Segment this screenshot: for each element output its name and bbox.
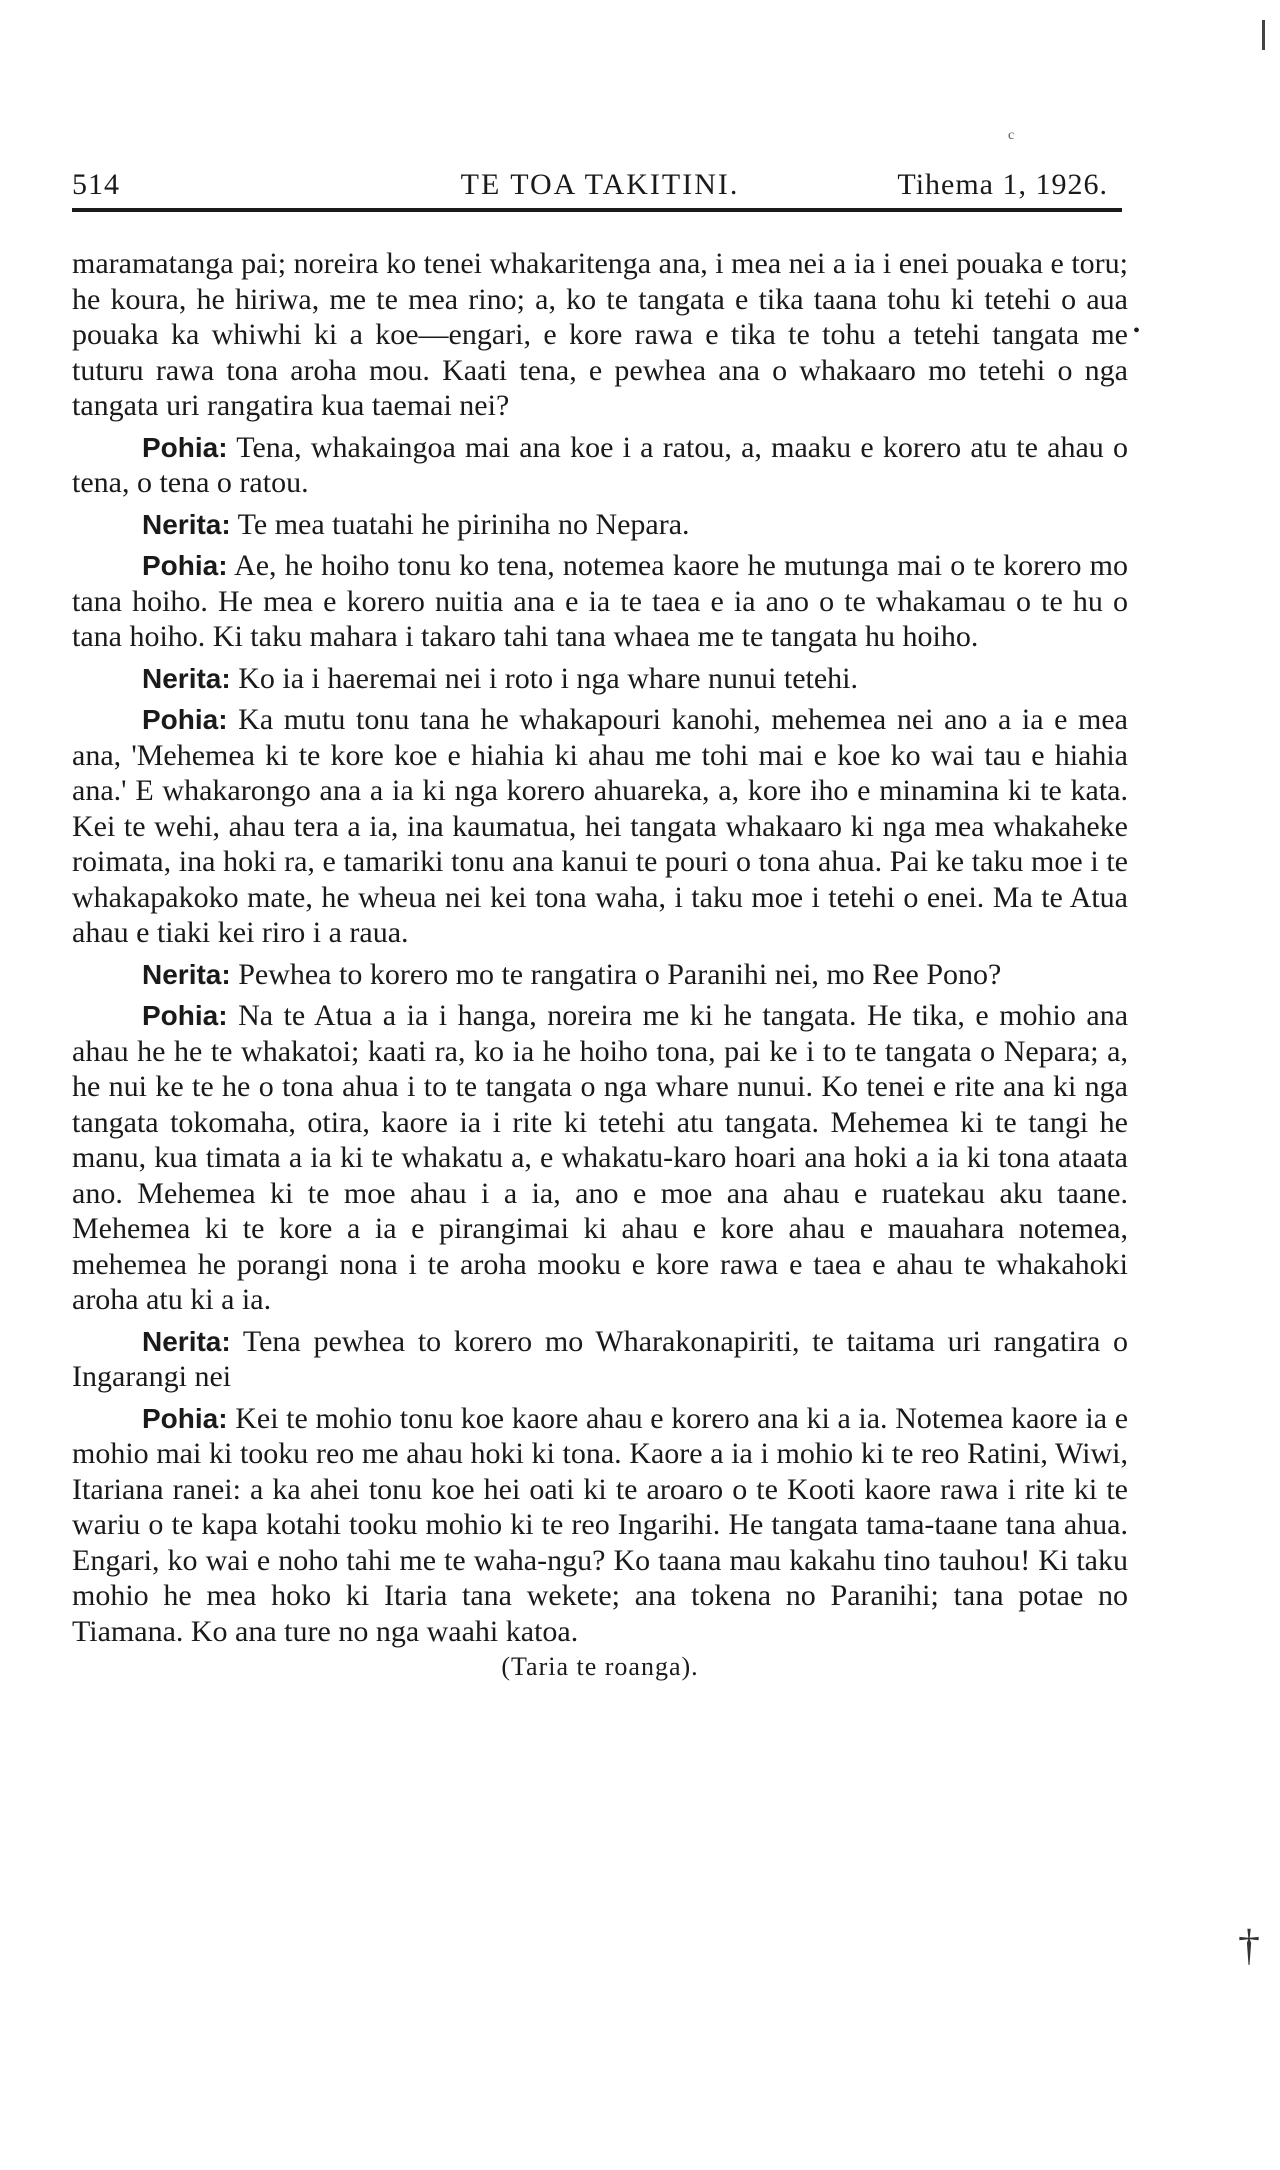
- paragraph-intro: [72, 246, 1128, 424]
- header-rule: [72, 208, 1122, 212]
- dialogue-paragraph: [72, 548, 1128, 655]
- dialogue-paragraph: [72, 1401, 1128, 1650]
- margin-pencil-mark: †: [1238, 1921, 1260, 1970]
- speaker-name: Pohia:: [142, 1402, 228, 1434]
- speaker-name: Nerita:: [142, 958, 231, 990]
- scan-speck: c: [1008, 128, 1015, 143]
- paragraph-text: Pewhea to korero mo te rangatira o Paranihi nei, mo Ree Pono?: [238, 957, 1002, 991]
- issue-date: Tihema 1, 1926.: [897, 168, 1108, 201]
- speaker-name: Nerita:: [142, 662, 231, 694]
- paragraph-text: Ae, he hoiho tonu ko tena, notemea kaore he mutunga mai o te korero mo tana hoiho. He mea e korero nuitia ana e ia te taea e ia ano o te whakamau o te hu o tana hoiho. Ki taku mahara i takaro tahi tana whaea me te tangata hu hoiho.: [72, 549, 1128, 653]
- paragraph-text: Ka mutu tonu tana he whakapouri kanohi, mehemea nei ano a ia e mea ana, 'Mehemea ki te kore koe e hiahia ki ahau me tohi mai e koe ko wai tau e hiahia ana.' E whakarongo ana a ia ki nga korero ahuareka, a, kore iho e minamina ki te kata. Kei te wehi, ahau tera a ia, ina kaumatua, hei tangata whakaaro ki nga mea whakaheke roimata, ina hoki ra, e tamariki tonu ana kanui te pouri o tona ahua. Pai ke taku moe i te whakapakoko mate, he wheua nei kei tona waha, i taku moe i tetehi o enei. Ma te Atua ahau e tiaki kei riro i a raua.: [72, 703, 1128, 949]
- paragraph-text: Tena, whakaingoa mai ana koe i a ratou, a, maaku e korero atu te ahau o tena, o tena o ratou.: [72, 430, 1128, 499]
- paragraph-text: Tena pewhea to korero mo Wharakonapiriti, te taitama uri rangatira o Ingarangi nei: [72, 1324, 1128, 1393]
- page-header: [72, 168, 1128, 208]
- dialogue-paragraph: [72, 507, 1128, 543]
- publication-title: TE TOA TAKITINI.: [460, 168, 740, 201]
- speaker-name: Nerita:: [142, 1325, 231, 1357]
- paragraph-text: Te mea tuatahi he piriniha no Nepara.: [237, 507, 690, 541]
- margin-dot: •: [1133, 320, 1141, 342]
- article-body: [72, 246, 1128, 1685]
- paragraph-text: Na te Atua a ia i hanga, noreira me ki he tangata. He tika, e mohio ana ahau he he te whakatoi; kaati ra, ko ia he hoiho tona, pai ke i to te tangata o Nepara; a, he nui ke te he o tona ahua i to te tangata o nga whare nunui. Ko tenei e rite ana ki nga tangata tokomaha, otira, kaore ia i rite ki tetehi atu tangata. Mehemea ki te tangi he manu, kua timata a ia ki te whakatu a, e whakatu-karo hoari ana hoki a ia ki tona ataata ano. Mehemea ki te moe ahau i a ia, ano e moe ana ahau e ruatekau aku taane. Mehemea ki te kore a ia e pirangimai ki ahau e kore ahau e mauahara notemea, mehemea he porangi nona i te aroha mooku e kore rawa e taea e ahau te whakahoki aroha atu ki a ia.: [72, 999, 1129, 1316]
- page-number: 514: [72, 168, 120, 201]
- dialogue-paragraph: [72, 661, 1128, 697]
- speaker-name: Pohia:: [142, 550, 228, 581]
- speaker-name: Pohia:: [142, 431, 228, 463]
- dialogue-paragraph: [72, 430, 1128, 501]
- paragraph-text: Kei te mohio tonu koe kaore ahau e korero ana ki a ia. Notemea kaore ia e mohio mai ki tooku reo me ahau hoki ki tona. Kaore a ia i mohio ki te reo Ratini, Wiwi, Itariana ranei: a ka ahei tonu koe hei oati ki te aroaro o te Kooti kaore rawa i rite ki te wariu o te kapa kotahi tooku mohio ki te reo Ingarihi. He tangata tama-taane tana ahua. Engari, ko wai e noho tahi me te waha-ngu? Ko taana mau kakahu tino tauhou! Ki taku mohio he mea hoko ki Itaria tana wekete; ana tokena no Paranihi; tana potae no Tiamana. Ko ana ture no nga waahi katoa.: [72, 1401, 1129, 1648]
- speaker-name: Pohia:: [142, 704, 228, 735]
- scan-edge-mark: [1262, 20, 1265, 50]
- continuation-note: (Taria te roanga).: [501, 1652, 699, 1681]
- speaker-name: Nerita:: [142, 508, 231, 540]
- paragraph-text: maramatanga pai; noreira ko tenei whakaritenga ana, i mea nei a ia i enei pouaka e toru; he koura, he hiriwa, me te mea rino; a, ko te tangata e tika taana tohu ki tetehi o aua pouaka ka whiwhi ki a koe—engari, e kore rawa e tika te tohu a tetehi tangata me tuturu rawa tona aroha mou. Kaati tena, e pewhea ana o whakaaro mo tetehi o nga tangata uri rangatira kua taemai nei?: [72, 247, 1128, 422]
- dialogue-paragraph: [72, 957, 1128, 993]
- speaker-name: Pohia:: [142, 1000, 228, 1031]
- dialogue-paragraph: [72, 998, 1128, 1318]
- paragraph-text: Ko ia i haeremai nei i roto i nga whare nunui tetehi.: [238, 661, 858, 695]
- dialogue-paragraph: [72, 702, 1128, 951]
- dialogue-paragraph: [72, 1324, 1128, 1395]
